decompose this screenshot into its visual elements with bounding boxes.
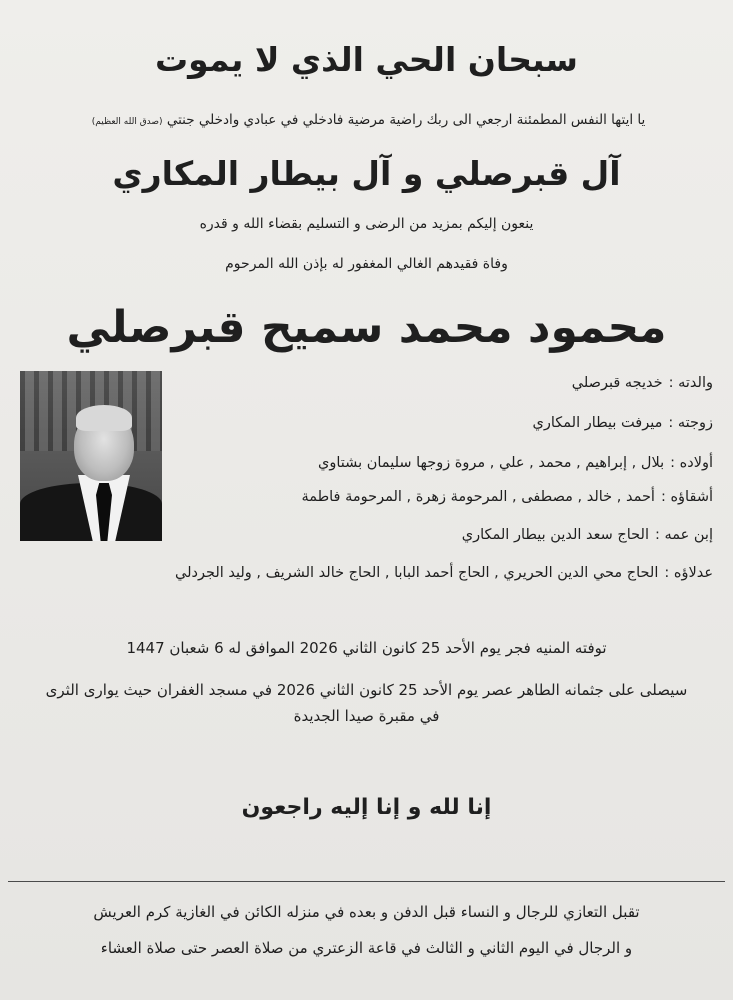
relative-label: عدلاؤه : [664,565,713,581]
page-heading: سبحان الحي الذي لا يموت [154,40,579,79]
relative-label: والدته : [668,375,713,391]
quran-phrase: إنا لله و إنا إليه راجعون [241,795,492,820]
relative-label: أشقاؤه : [660,489,713,505]
announcement-line-1: ينعون إليكم بمزيد من الرضى و التسليم بقضاء الله و قدره [199,216,534,232]
relative-siblings [150,489,713,505]
families-title: آل قبرصلي و آل بيطار المكاري [112,154,621,193]
relative-inlaws [20,565,713,581]
relative-label: زوجته : [668,415,713,431]
section-divider [8,881,725,882]
quran-verse [20,112,713,128]
relative-cousin [150,527,713,543]
relative-value: الحاج محي الدين الحريري , الحاج أحمد البابا , الحاج خالد الشريف , وليد الجردلي [175,565,659,581]
verse-attribution: (صدق الله العظيم) [91,117,163,127]
relative-mother [150,375,713,391]
relative-label: أولاده : [670,455,713,471]
funeral-prayer-line: سيصلى على جثمانه الطاهر عصر يوم الأحد 25 كانون الثاني 2026 في مسجد الغفران حيث يوارى الثرى [45,681,688,699]
relative-label: إبن عمه : [654,527,713,543]
announcement-line-2: وفاة فقيدهم الغالي المغفور له بإذن الله المرحوم [225,256,508,272]
deceased-name: محمود محمد سميح قبرصلي [66,302,667,353]
relative-value: الحاج سعد الدين بيطار المكاري [461,527,649,543]
verse-text: يا ايتها النفس المطمئنة ارجعي الى ربك راضية مرضية فادخلي في عبادي وادخلي جنتي [166,112,646,128]
relative-wife [150,415,713,431]
relative-children [150,455,713,471]
death-date-line: توفته المنيه فجر يوم الأحد 25 كانون الثاني 2026 الموافق له 6 شعبان 1447 [126,639,607,657]
relative-value: خديجه قبرصلي [571,375,663,391]
condolences-line-1: تقبل التعازي للرجال و النساء قبل الدفن و بعده في منزله الكائن في الغازية كرم العريش [93,903,640,921]
relative-value: بلال , إبراهيم , محمد , علي , مروة زوجها سليمان بشتاوي [318,455,665,471]
relative-value: أحمد , خالد , مصطفى , المرحومة زهرة , المرحومة فاطمة [301,489,655,505]
burial-line: في مقبرة صيدا الجديدة [293,707,440,725]
relative-value: ميرفت بيطار المكاري [532,415,663,431]
deceased-photo [20,371,162,541]
condolences-line-2: و الرجال في اليوم الثاني و الثالث في قاعة الزعتري من صلاة العصر حتى صلاة العشاء [100,939,633,957]
photo-hair [76,405,132,431]
